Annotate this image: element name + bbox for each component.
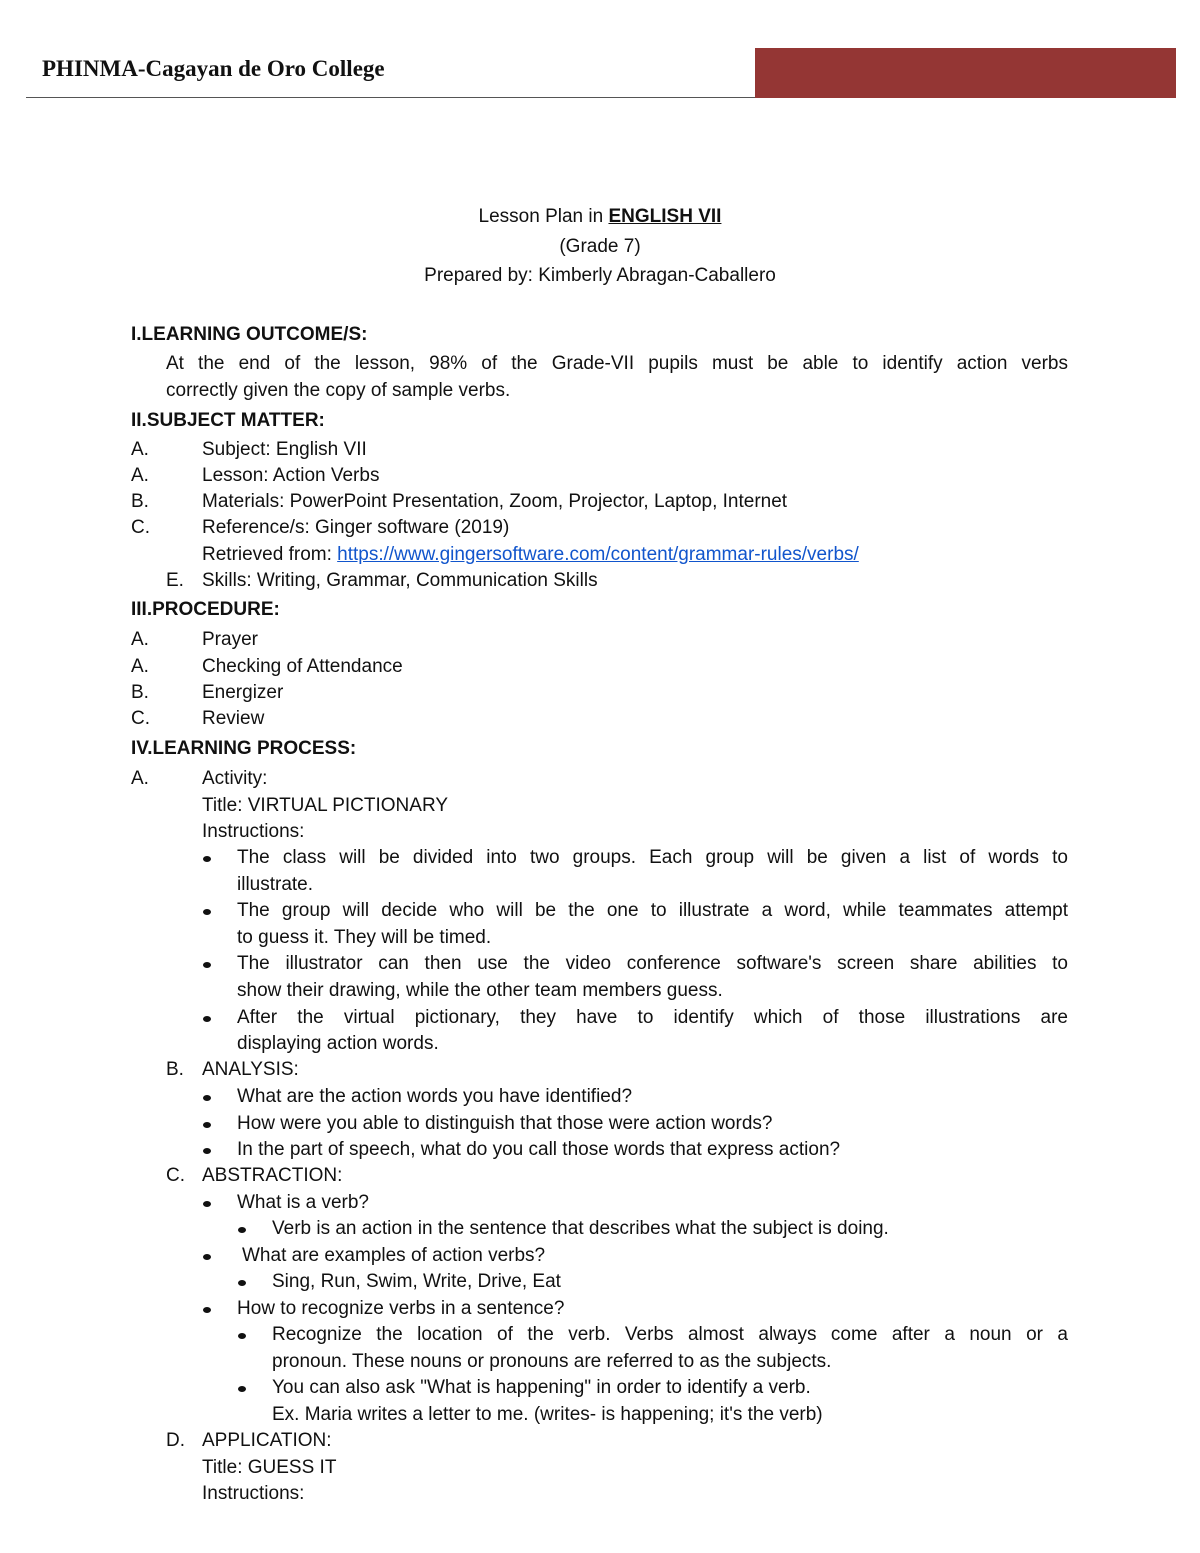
activity-label: Activity:: [202, 768, 268, 789]
bullet-icon: [238, 1333, 246, 1339]
outcome-text-line2: correctly given the copy of sample verbs.: [166, 380, 511, 401]
title-subject: ENGLISH VII: [608, 206, 722, 227]
header-accent-bar: [755, 48, 1176, 98]
procedure-item: Checking of Attendance: [202, 656, 403, 677]
bullet-icon: [238, 1227, 246, 1233]
bullet-icon: [203, 1148, 211, 1154]
section-heading-subject-matter: II.SUBJECT MATTER:: [131, 410, 325, 431]
bullet-icon: [203, 1307, 211, 1313]
procedure-item: Prayer: [202, 629, 258, 650]
list-label: C.: [131, 708, 150, 729]
application-label: APPLICATION:: [202, 1430, 332, 1451]
list-label: A.: [131, 768, 149, 789]
list-label: B.: [166, 1059, 184, 1080]
materials-item: Materials: PowerPoint Presentation, Zoom, Projector, Laptop, Internet: [202, 491, 788, 512]
skills-item: Skills: Writing, Grammar, Communication Skills: [202, 570, 598, 591]
abstraction-question: What is a verb?: [237, 1192, 369, 1213]
college-name: PHINMA-Cagayan de Oro College: [42, 56, 385, 81]
section-heading-learning-process: IV.LEARNING PROCESS:: [131, 738, 357, 759]
activity-bullet-line: displaying action words.: [237, 1033, 439, 1054]
abstraction-answer: Verb is an action in the sentence that describes what the subject is doing.: [272, 1218, 889, 1239]
activity-bullet-line: After the virtual pictionary, they have to identify which of those illustrations are: [237, 1007, 1068, 1028]
bullet-icon: [238, 1280, 246, 1286]
application-title: Title: GUESS IT: [202, 1457, 337, 1478]
list-label: C.: [131, 517, 150, 538]
lesson-plan-title: [0, 206, 1200, 228]
abstraction-question: What are examples of action verbs?: [242, 1245, 546, 1266]
abstraction-label: ABSTRACTION:: [202, 1165, 343, 1186]
retrieved-from: [202, 544, 859, 566]
activity-bullet-line: to guess it. They will be timed.: [237, 927, 492, 948]
list-label: B.: [131, 682, 149, 703]
title-prefix: Lesson Plan in: [478, 206, 609, 227]
bullet-icon: [203, 1122, 211, 1128]
list-label: A.: [131, 465, 149, 486]
activity-instructions: Instructions:: [202, 821, 305, 842]
list-label: A.: [131, 656, 149, 677]
procedure-item: Energizer: [202, 682, 284, 703]
bullet-icon: [203, 1016, 211, 1022]
bullet-icon: [203, 1201, 211, 1207]
analysis-question: How were you able to distinguish that those were action words?: [237, 1113, 773, 1134]
list-label: C.: [166, 1165, 185, 1186]
activity-bullet-line: The group will decide who will be the one to illustrate a word, while teammates attempt: [237, 900, 1068, 921]
abstraction-question: How to recognize verbs in a sentence?: [237, 1298, 565, 1319]
header-divider: [26, 97, 756, 98]
reference-item: Reference/s: Ginger software (2019): [202, 517, 510, 538]
bullet-icon: [203, 1254, 211, 1260]
grade-line: (Grade 7): [559, 236, 641, 257]
analysis-label: ANALYSIS:: [202, 1059, 299, 1080]
abstraction-answer: pronoun. These nouns or pronouns are referred to as the subjects.: [272, 1351, 832, 1372]
abstraction-answer: Sing, Run, Swim, Write, Drive, Eat: [272, 1271, 561, 1292]
abstraction-answer: Recognize the location of the verb. Verbs almost always come after a noun or a: [272, 1324, 1068, 1345]
activity-bullet-line: The illustrator can then use the video conference software's screen share abilities to: [237, 953, 1068, 974]
lesson-item: Lesson: Action Verbs: [202, 465, 380, 486]
analysis-question: What are the action words you have identified?: [237, 1086, 633, 1107]
list-label: A.: [131, 439, 149, 460]
bullet-icon: [203, 909, 211, 915]
list-label: D.: [166, 1430, 185, 1451]
prepared-by: Prepared by: Kimberly Abragan-Caballero: [424, 265, 776, 286]
bullet-icon: [203, 962, 211, 968]
bullet-icon: [203, 856, 211, 862]
bullet-icon: [203, 1095, 211, 1101]
bullet-icon: [238, 1386, 246, 1392]
reference-link[interactable]: https://www.gingersoftware.com/content/grammar-rules/verbs/: [337, 544, 859, 565]
subject-item: Subject: English VII: [202, 439, 367, 460]
analysis-question: In the part of speech, what do you call those words that express action?: [237, 1139, 841, 1160]
list-label: A.: [131, 629, 149, 650]
section-heading-outcome: I.LEARNING OUTCOME/S:: [131, 324, 368, 345]
outcome-text-line1: At the end of the lesson, 98% of the Grade-VII pupils must be able to identify action verbs: [166, 353, 1068, 374]
list-label: E.: [166, 570, 184, 591]
procedure-item: Review: [202, 708, 265, 729]
list-label: B.: [131, 491, 149, 512]
activity-bullet-line: The class will be divided into two groups. Each group will be given a list of words to: [237, 847, 1068, 868]
application-instructions: Instructions:: [202, 1483, 305, 1504]
retrieved-prefix: Retrieved from:: [202, 544, 338, 565]
activity-bullet-line: show their drawing, while the other team members guess.: [237, 980, 723, 1001]
activity-bullet-line: illustrate.: [237, 874, 314, 895]
abstraction-answer: You can also ask "What is happening" in order to identify a verb.: [272, 1377, 811, 1398]
activity-title: Title: VIRTUAL PICTIONARY: [202, 795, 448, 816]
abstraction-example: Ex. Maria writes a letter to me. (writes- is happening; it's the verb): [272, 1404, 823, 1425]
section-heading-procedure: III.PROCEDURE:: [131, 599, 280, 620]
